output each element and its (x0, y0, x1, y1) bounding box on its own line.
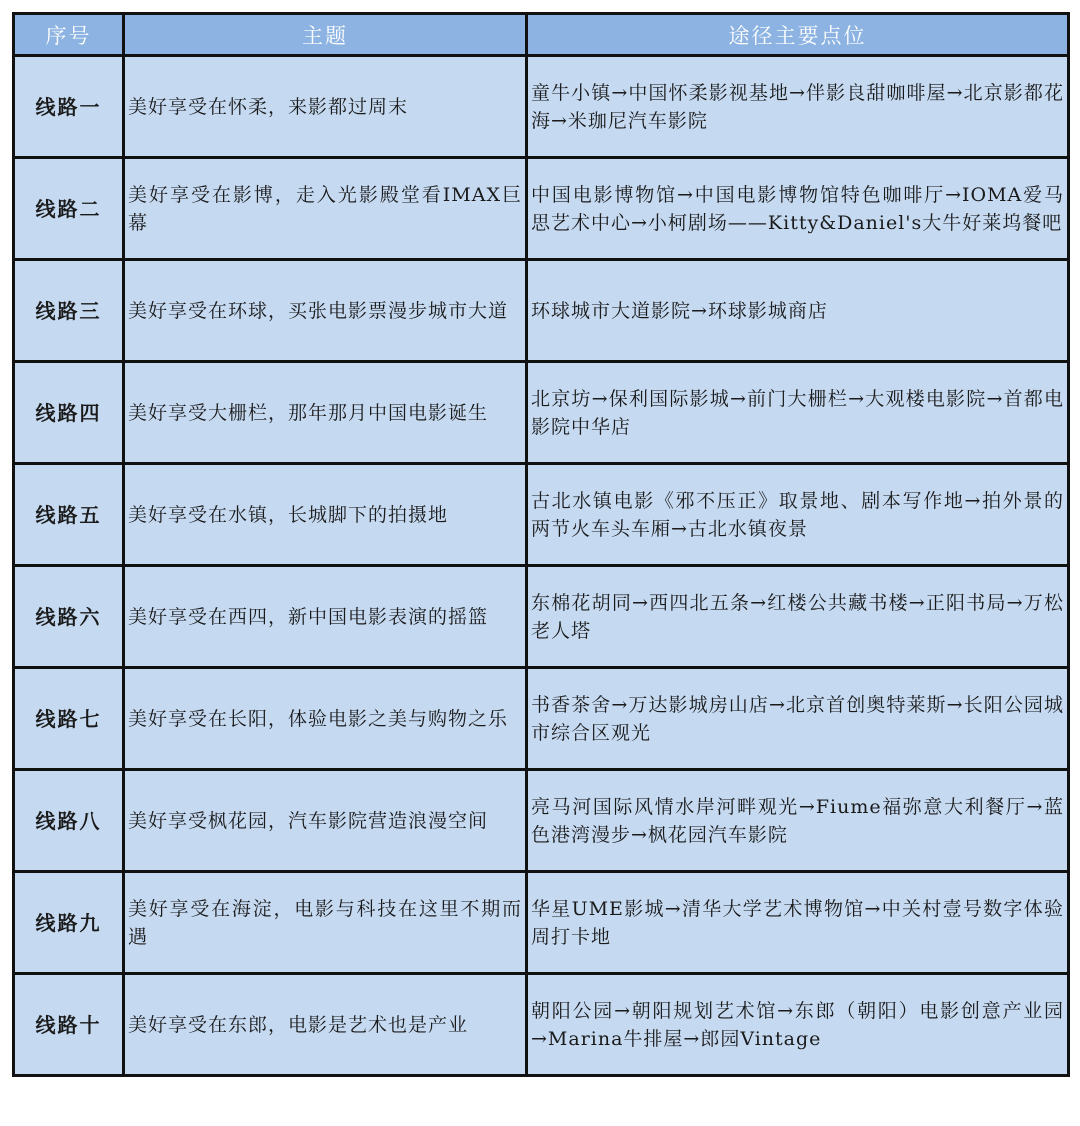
route-theme-cell: 美好享受在长阳，体验电影之美与购物之乐 (124, 668, 527, 770)
route-theme-cell: 美好享受在怀柔，来影都过周末 (124, 56, 527, 158)
route-theme-cell: 美好享受在环球，买张电影票漫步城市大道 (124, 260, 527, 362)
route-theme-cell: 美好享受在西四，新中国电影表演的摇篮 (124, 566, 527, 668)
route-number-cell: 线路六 (14, 566, 124, 668)
table-row (14, 56, 1069, 158)
header-row (14, 14, 1069, 56)
route-theme-cell: 美好享受在水镇，长城脚下的拍摄地 (124, 464, 527, 566)
route-theme-cell: 美好享受在东郎，电影是艺术也是产业 (124, 974, 527, 1076)
table-row (14, 158, 1069, 260)
route-number-cell: 线路七 (14, 668, 124, 770)
route-stops-cell: 朝阳公园→朝阳规划艺术馆→东郎（朝阳）电影创意产业园→Marina牛排屋→郎园Vintage (527, 974, 1069, 1076)
table-row (14, 464, 1069, 566)
table-row (14, 668, 1069, 770)
table-header (14, 14, 1069, 56)
route-number-cell: 线路三 (14, 260, 124, 362)
table-row (14, 362, 1069, 464)
route-number-cell: 线路九 (14, 872, 124, 974)
header-route-no: 序号 (14, 14, 124, 56)
table-row (14, 566, 1069, 668)
table-row (14, 872, 1069, 974)
route-theme-cell: 美好享受在影博，走入光影殿堂看IMAX巨幕 (124, 158, 527, 260)
header-theme: 主题 (124, 14, 527, 56)
route-number-cell: 线路四 (14, 362, 124, 464)
route-number-cell: 线路五 (14, 464, 124, 566)
table-body (14, 56, 1069, 1076)
route-stops-cell: 环球城市大道影院→环球影城商店 (527, 260, 1069, 362)
route-number-cell: 线路八 (14, 770, 124, 872)
table-row (14, 974, 1069, 1076)
route-table (12, 12, 1070, 1077)
header-stops: 途径主要点位 (527, 14, 1069, 56)
table-row (14, 260, 1069, 362)
route-stops-cell: 古北水镇电影《邪不压正》取景地、剧本写作地→拍外景的两节火车头车厢→古北水镇夜景 (527, 464, 1069, 566)
route-stops-cell: 童牛小镇→中国怀柔影视基地→伴影良甜咖啡屋→北京影都花海→米珈尼汽车影院 (527, 56, 1069, 158)
route-stops-cell: 中国电影博物馆→中国电影博物馆特色咖啡厅→IOMA爱马思艺术中心→小柯剧场——Kitty&Daniel's大牛好莱坞餐吧 (527, 158, 1069, 260)
route-stops-cell: 北京坊→保利国际影城→前门大栅栏→大观楼电影院→首都电影院中华店 (527, 362, 1069, 464)
route-stops-cell: 华星UME影城→清华大学艺术博物馆→中关村壹号数字体验周打卡地 (527, 872, 1069, 974)
route-stops-cell: 书香茶舍→万达影城房山店→北京首创奥特莱斯→长阳公园城市综合区观光 (527, 668, 1069, 770)
route-stops-cell: 亮马河国际风情水岸河畔观光→Fiume福弥意大利餐厅→蓝色港湾漫步→枫花园汽车影院 (527, 770, 1069, 872)
route-theme-cell: 美好享受大栅栏，那年那月中国电影诞生 (124, 362, 527, 464)
route-number-cell: 线路二 (14, 158, 124, 260)
route-number-cell: 线路十 (14, 974, 124, 1076)
table-row (14, 770, 1069, 872)
route-stops-cell: 东棉花胡同→西四北五条→红楼公共藏书楼→正阳书局→万松老人塔 (527, 566, 1069, 668)
route-theme-cell: 美好享受在海淀，电影与科技在这里不期而遇 (124, 872, 527, 974)
route-theme-cell: 美好享受枫花园，汽车影院营造浪漫空间 (124, 770, 527, 872)
route-number-cell: 线路一 (14, 56, 124, 158)
